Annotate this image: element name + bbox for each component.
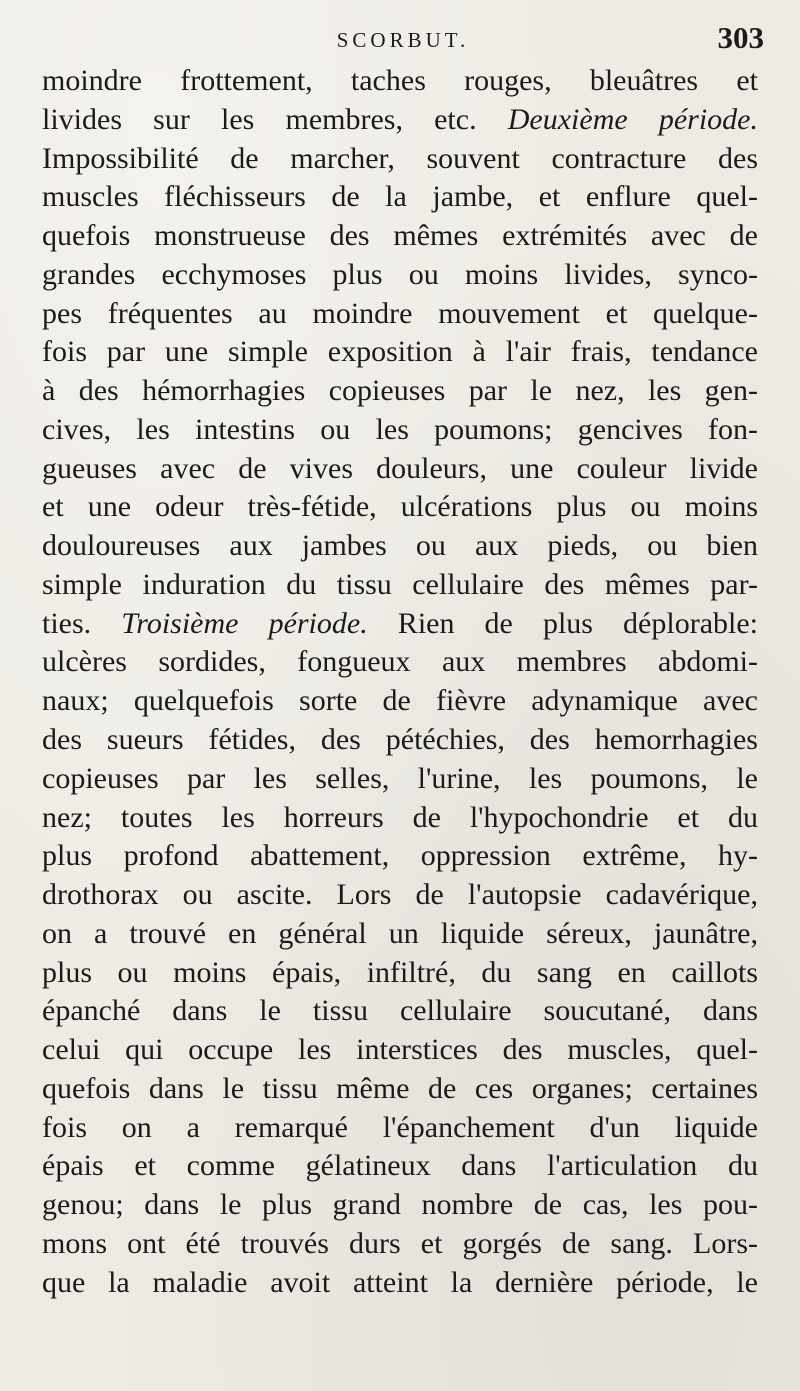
text-line: gueuses avec de vives douleurs, une couleur livide: [42, 451, 758, 485]
text-line: celui qui occupe les interstices des muscles, quel-: [42, 1033, 758, 1067]
text-line: [42, 605, 758, 644]
running-head: SCORBUT.: [336, 28, 470, 52]
text-line: grandes ecchymoses plus ou moins livides, synco-: [42, 257, 758, 291]
page-header: [42, 22, 764, 58]
text-line: cives, les intestins ou les poumons; gencives fon-: [42, 412, 758, 446]
body-text: [42, 62, 758, 1303]
text-segment: livides sur les membres, etc.: [42, 102, 508, 136]
text-line: simple induration du tissu cellulaire des mêmes par-: [42, 567, 758, 601]
text-line: Impossibilité de marcher, souvent contracture des: [42, 141, 758, 175]
italic-heading: Deuxième période.: [507, 102, 758, 136]
text-line: fois par une simple exposition à l'air frais, tendance: [42, 335, 758, 369]
text-line: douloureuses aux jambes ou aux pieds, ou bien: [42, 529, 758, 563]
text-line: nez; toutes les horreurs de l'hypochondrie et du: [42, 800, 758, 834]
text-line: drothorax ou ascite. Lors de l'autopsie cadavérique,: [42, 878, 758, 912]
text-line: quefois monstrueuse des mêmes extrémités avec de: [42, 219, 758, 253]
text-line: plus ou moins épais, infiltré, du sang en caillots: [42, 955, 758, 989]
text-line: mons ont été trouvés durs et gorgés de sang. Lors-: [42, 1226, 758, 1260]
text-line: épanché dans le tissu cellulaire soucutané, dans: [42, 994, 758, 1028]
text-line: [42, 101, 758, 140]
italic-heading: Troisième période.: [121, 606, 368, 640]
text-line: ulcères sordides, fongueux aux membres abdomi-: [42, 645, 758, 679]
text-line: naux; quelquefois sorte de fièvre adynamique avec: [42, 684, 758, 718]
text-line: pes fréquentes au moindre mouvement et quelque-: [42, 296, 758, 330]
text-line: que la maladie avoit atteint la dernière période, le: [42, 1265, 758, 1299]
text-line: copieuses par les selles, l'urine, les poumons, le: [42, 761, 758, 795]
text-line: fois on a remarqué l'épanchement d'un liquide: [42, 1110, 758, 1144]
text-line: on a trouvé en général un liquide séreux, jaunâtre,: [42, 916, 758, 950]
text-segment: Rien de plus déplorable:: [367, 606, 758, 640]
page-number: 303: [717, 20, 764, 55]
text-line: moindre frottement, taches rouges, bleuâtres et: [42, 64, 758, 97]
text-line: plus profond abattement, oppression extrême, hy-: [42, 839, 758, 873]
text-line: muscles fléchisseurs de la jambe, et enflure quel-: [42, 180, 758, 214]
text-line: et une odeur très-fétide, ulcérations plus ou moins: [42, 490, 758, 524]
text-line: épais et comme gélatineux dans l'articulation du: [42, 1149, 758, 1183]
text-line: quefois dans le tissu même de ces organes; certaines: [42, 1071, 758, 1105]
text-line: des sueurs fétides, des pétéchies, des hemorrhagies: [42, 723, 758, 757]
text-line: à des hémorrhagies copieuses par le nez, les gen-: [42, 374, 758, 408]
text-line: genou; dans le plus grand nombre de cas, les pou-: [42, 1188, 758, 1222]
text-segment: ties.: [42, 606, 122, 640]
